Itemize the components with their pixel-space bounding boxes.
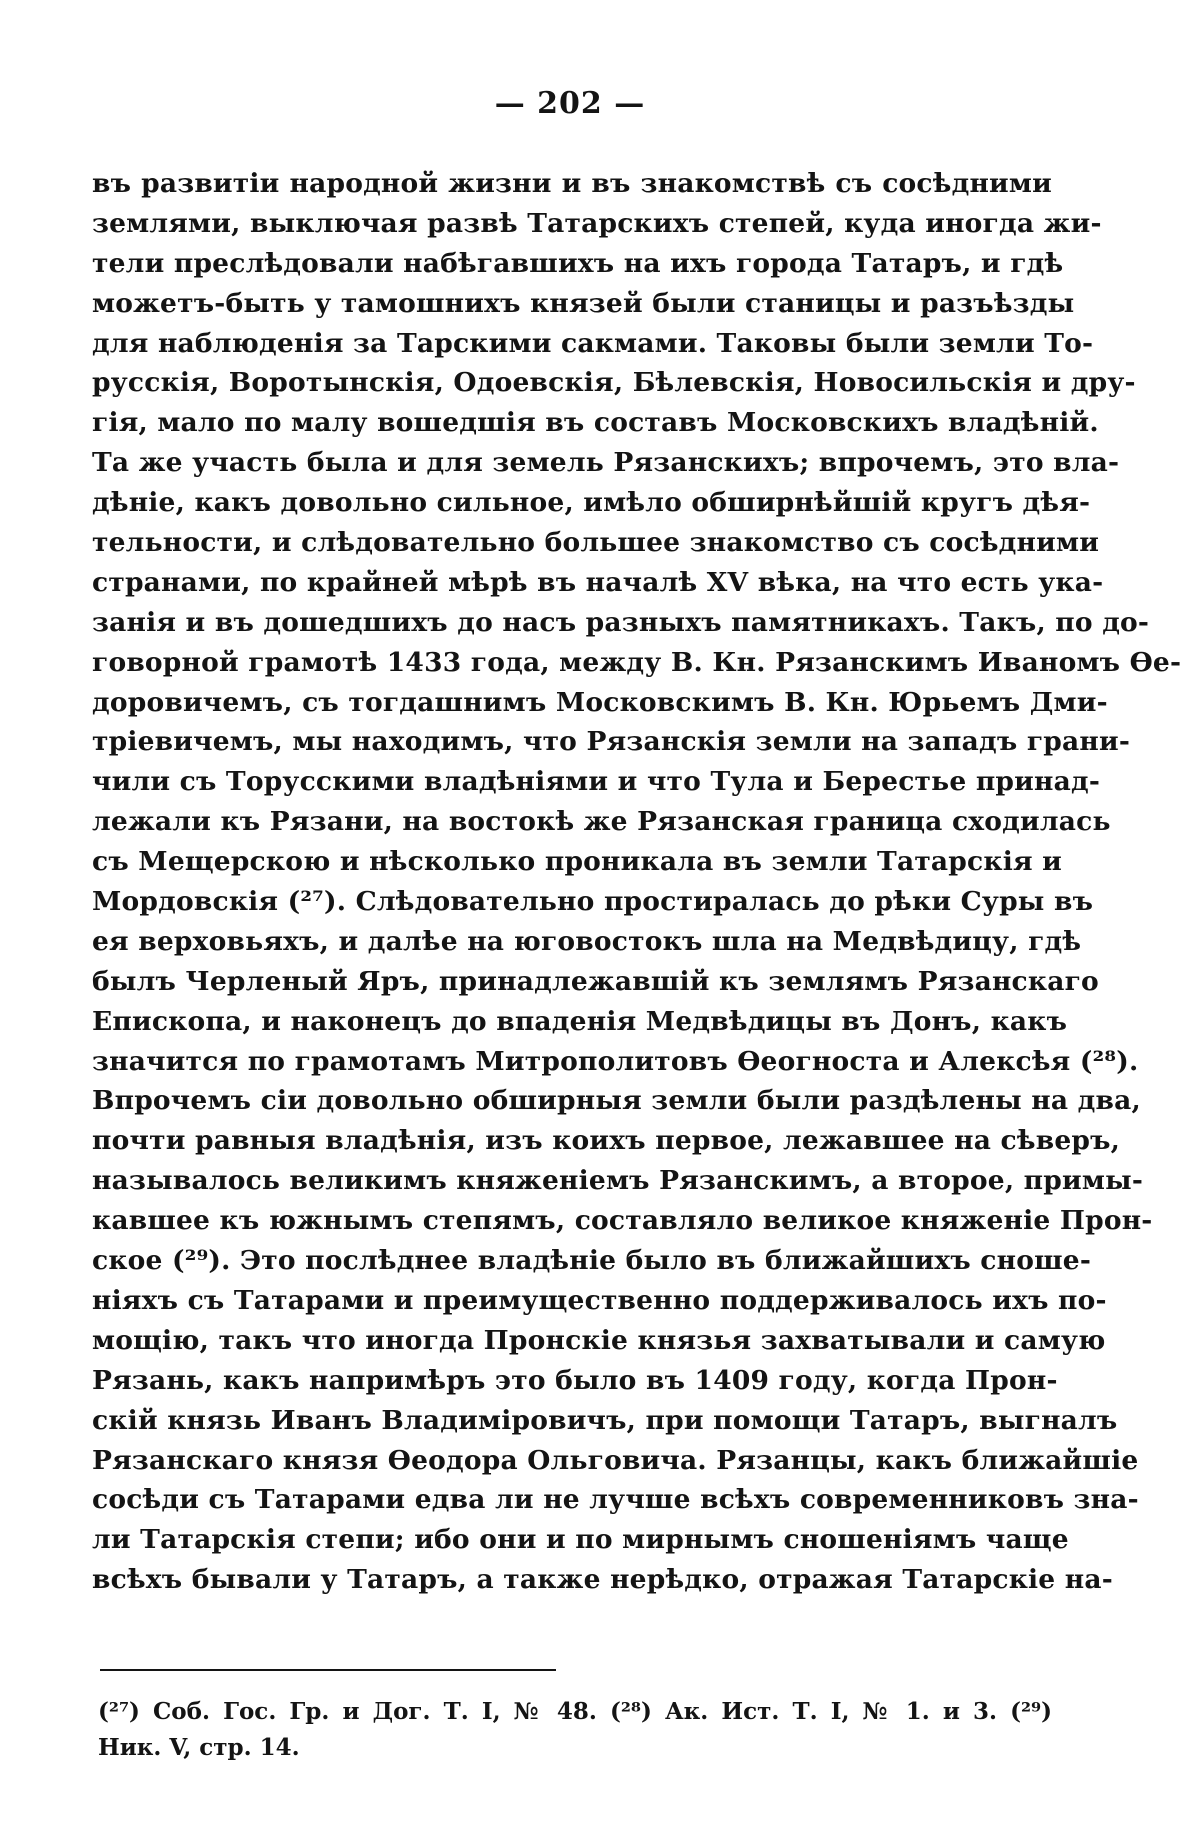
text-line: ское (²⁹). Это послѣднее владѣніе было въ ближайшихъ сноше- <box>92 1245 1092 1277</box>
text-line: кавшее къ южнымъ степямъ, составляло великое княженіе Прон- <box>92 1205 1153 1237</box>
text-line: странами, по крайней мѣрѣ въ началѣ XV вѣка, на что есть ука- <box>92 566 1104 598</box>
footnotes <box>98 1694 1052 1766</box>
footnote-line: (²⁷) Соб. Гос. Гр. и Дог. Т. I, № 48. (²⁸) Ак. Ист. Т. I, № 1. и 3. (²⁹) <box>98 1698 1052 1725</box>
text-line: былъ Черленый Яръ, принадлежавшій къ землямъ Рязанскаго <box>92 965 1099 997</box>
text-line: чили съ Торусскими владѣніями и что Тула и Берестье принад- <box>92 766 1101 798</box>
text-line: Рязань, какъ напримѣръ это было въ 1409 году, когда Прон- <box>92 1364 1058 1396</box>
text-line: значится по грамотамъ Митрополитовъ Ѳеогноста и Алексѣя (²⁸). <box>92 1045 1139 1077</box>
text-line: землями, выключая развѣ Татарскихъ степей, куда иногда жи- <box>92 207 1102 239</box>
text-line: въ развитіи народной жизни и въ знакомствѣ съ сосѣдними <box>92 168 1052 199</box>
text-line: мощію, такъ что иногда Пронскіе князья захватывали и самую <box>92 1324 1106 1356</box>
text-line: гія, мало по малу вошедшія въ составъ Московскихъ владѣній. <box>92 407 1099 439</box>
body-text <box>92 164 1181 1600</box>
text-line: скій князь Иванъ Владиміровичъ, при помощи Татаръ, выгналъ <box>92 1404 1118 1436</box>
footnote-divider <box>100 1669 556 1671</box>
text-line: можетъ-быть у тамошнихъ князей были станицы и разъѣзды <box>92 287 1075 319</box>
text-line: почти равныя владѣнія, изъ коихъ первое, лежавшее на сѣверъ, <box>92 1125 1121 1157</box>
text-line: Та же участь была и для земель Рязанскихъ; впрочемъ, это вла- <box>92 447 1120 479</box>
text-line: говорной грамотѣ 1433 года, между В. Кн. Рязанскимъ Иваномъ Ѳе- <box>92 646 1181 678</box>
text-line: лежали къ Рязани, на востокѣ же Рязанская граница сходилась <box>92 806 1111 838</box>
text-line: тріевичемъ, мы находимъ, что Рязанскія земли на западъ грани- <box>92 726 1131 758</box>
text-line: русскія, Воротынскія, Одоевскія, Бѣлевскія, Новосильскія и дру- <box>92 367 1136 399</box>
text-line: Епископа, и наконецъ до впаденія Медвѣдицы въ Донъ, какъ <box>92 1005 1068 1037</box>
text-line: сосѣди съ Татарами едва ли не лучше всѣхъ современниковъ зна- <box>92 1484 1139 1516</box>
footnote-line: Ник. V, стр. 14. <box>98 1734 300 1761</box>
text-line: Мордовскія (²⁷). Слѣдовательно простиралась до рѣки Суры въ <box>92 886 1094 918</box>
text-line: тельности, и слѣдовательно большее знакомство съ сосѣдними <box>92 527 1100 559</box>
text-line: ли Татарскія степи; ибо они и по мирнымъ сношеніямъ чаще <box>92 1524 1069 1556</box>
text-line: Впрочемъ сіи довольно обширныя земли были раздѣлены на два, <box>92 1085 1141 1117</box>
text-line: дѣніе, какъ довольно сильное, имѣло обширнѣйшій кругъ дѣя- <box>92 487 1091 519</box>
text-line: доровичемъ, съ тогдашнимъ Московскимъ В. Кн. Юрьемъ Дми- <box>92 686 1108 718</box>
text-line: называлось великимъ княженіемъ Рязанскимъ, а второе, примы- <box>92 1165 1144 1197</box>
text-line: съ Мещерскою и нѣсколько проникала въ земли Татарскія и <box>92 846 1063 878</box>
text-line: тели преслѣдовали набѣгавшихъ на ихъ города Татаръ, и гдѣ <box>92 247 1064 279</box>
text-line: Рязанскаго князя Ѳеодора Ольговича. Рязанцы, какъ ближайшіе <box>92 1444 1139 1476</box>
text-line: ея верховьяхъ, и далѣе на юговостокъ шла на Медвѣдицу, гдѣ <box>92 925 1082 957</box>
text-line: всѣхъ бывали у Татаръ, а также нерѣдко, отражая Татарскіе на- <box>92 1564 1113 1596</box>
page-number: — 202 — <box>494 86 646 121</box>
text-line: ніяхъ съ Татарами и преимущественно поддерживалось ихъ по- <box>92 1284 1107 1316</box>
text-line: для наблюденія за Тарскими сакмами. Таковы были земли То- <box>92 327 1094 359</box>
text-line: занія и въ дошедшихъ до насъ разныхъ памятникахъ. Такъ, по до- <box>92 606 1150 638</box>
